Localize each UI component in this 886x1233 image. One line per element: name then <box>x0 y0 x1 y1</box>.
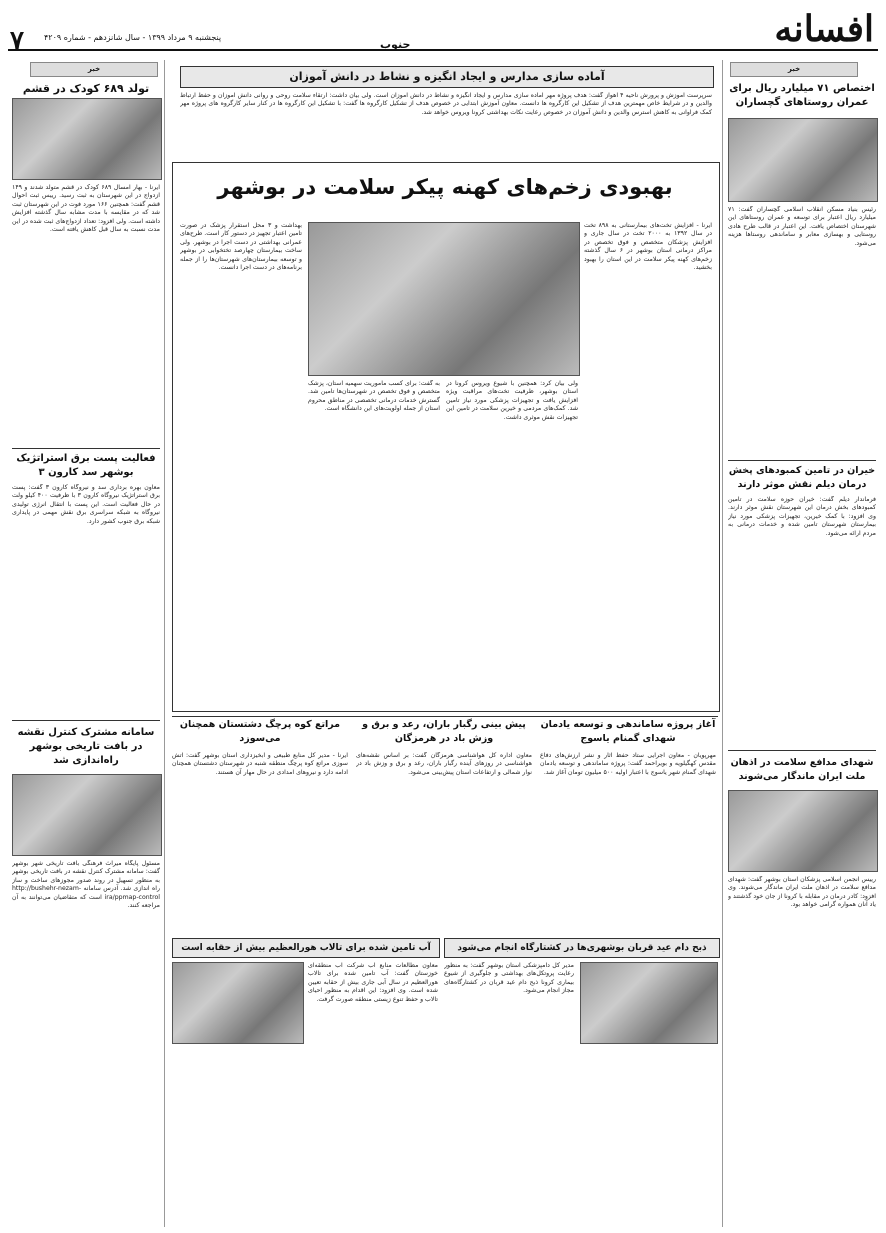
divider <box>12 448 160 449</box>
page-number: ۷ <box>10 26 24 56</box>
story-body: رییس انجمن اسلامی پزشکان استان بوشهر گفت: شهدای مدافع سلامت در اذهان ملت ایران ماندگار می‌شوند. وی افزود: کادر درمان در مقابله با کرونا از جان خود گذشتند و یاد آنان همواره گرامی خواهد بود. <box>728 876 876 909</box>
story-title: خیران در تامین کمبودهای پخش درمان دیلم نقش موثر دارند <box>728 465 876 490</box>
story-column: بهداشت و ۳ محل استقرار پزشک در صورت تامین اعتبار تجهیز در دستور کار است. طرح‌های عمرانی بهداشتی در دست اجرا در بوشهر. ولی ساخت بیمارستان چهارصد تختخوابی در بوشهر و توسعه بیمارستان‌های شهرستان‌ها را از جمله برنامه‌های در دست اجرا دانست. <box>180 222 302 272</box>
story-title: آب تامین شده برای تالاب هورالعظیم بیش از حقابه است <box>172 938 440 958</box>
story-column: به گفت: برای کسب ماموریت سهمیه استان، پزشک متخصص و فوق تخصص در شهرستان‌ها تامین شد. گسترش خدمات درمانی تخصصی در مناطق محروم استان از جمله اولویت‌های این دانشگاه است. <box>308 380 440 413</box>
story-title: آماده سازی مدارس و ایجاد انگیزه و نشاط در دانش آموزان <box>180 66 714 88</box>
story-body: سرپرست آموزش و پرورش ناحیه ۴ اهواز گفت: هدف پروژه مهر آماده سازی مدارس و ایجاد انگیزه و نشاط در دانش آموزان است. ولی بیان داشت: ارتقاء سلامت روحی و روانی دانش آموزان و حفظ ارتباط والدین و در شرایط خاص مهمترین هدف از تشکیل این کارگروه ها دانست. معاون آموزش ابتدایی در خصوص هدف از تشکیل کارگروه ها گفت: با تشکیل این کارگروه ها در کنار سایر کارگروه های پروژه مهر کمک فراوانی به کاهش استرس والدین و دانش آموزان در خصوص رعایت نکات بهداشتی کرونا ویروس خواهد شد. <box>180 92 712 116</box>
column-divider <box>164 60 165 1227</box>
story-body: فرماندار دیلم گفت: خیران حوزه سلامت در تامین کمبودهای بخش درمان این شهرستان نقش موثر دارند. وی افزود: با کمک خیرین، تجهیزات پزشکی مورد نیاز بیمارستان شهرستان تامین شده و خدمات درمانی به مردم ارائه می‌شود. <box>728 496 876 537</box>
wetland-photo <box>172 962 304 1044</box>
main-story-title: بهبودی زخم‌های کهنه پیکر سلامت در بوشهر <box>217 175 673 199</box>
story-title: ذبح دام عید قربان بوشهری‌ها در کشتارگاه انجام می‌شود <box>444 938 720 958</box>
historic-building-photo <box>12 774 162 856</box>
story-body: معاون اداره کل هواشناسی هرمزگان گفت: بر اساس نقشه‌های هواشناسی در روزهای آینده رگبار باران، رعد و برق و وزش باد در نوار شمالی و ارتفاعات استان پیش‌بینی می‌شود. <box>356 752 532 776</box>
story-body: مهرپویان - معاون اجرایی ستاد حفظ آثار و نشر ارزش‌های دفاع مقدس کهگیلویه و بویراحمد گفت: پروژه ساماندهی و توسعه یادمان شهدای گمنام شهر یاسوج با اعتبار اولیه ۵۰۰ میلیون تومان آغاز شد. <box>540 752 716 776</box>
newspaper-logo: افسانه <box>774 8 874 50</box>
story-title: فعالیت پست برق استراتژیک بوشهر سد کارون ۳ <box>16 453 156 478</box>
divider <box>728 750 876 751</box>
story-title: اختصاص ۷۱ میلیارد ریال برای عمران روستاهای گچساران <box>729 83 875 108</box>
divider <box>172 716 718 717</box>
story-column: ولی بیان کرد: همچنین با شیوع ویروس کرونا در استان بوشهر، ظرفیت تخت‌های مراقبت ویژه افزایش یافت و تجهیزات پزشکی مورد نیاز تامین شد. کمک‌های مردمی و خیرین سلامت در تامین این تجهیزات نقش موثری داشت. <box>446 380 578 421</box>
divider <box>12 720 160 721</box>
section-title: جنوب <box>380 38 411 51</box>
story-title: شهدای مدافع سلامت در اذهان ملت ایران ماندگار می‌شوند <box>730 757 874 782</box>
story-title: مراتع کوه پرچگ دشتستان همچنان می‌سوزد <box>179 719 341 744</box>
news-tag: خبر <box>730 62 858 77</box>
divider <box>728 460 876 461</box>
story-body: مدیر کل دامپزشکی استان بوشهر گفت: به منظور رعایت پروتکل‌های بهداشتی و جلوگیری از شیوع بیماری کرونا ذبح دام عید قربان در کشتارگاه‌های مجاز انجام می‌شود. <box>444 962 574 995</box>
memorial-photo <box>728 790 878 872</box>
date-line: پنجشنبه ۹ مرداد ۱۳۹۹ - سال شانزدهم - شماره ۴۲۰۹ <box>44 33 222 42</box>
livestock-photo <box>580 962 718 1044</box>
story-title: تولد ۶۸۹ کودک در قشم <box>22 82 150 95</box>
masthead <box>0 0 886 56</box>
masthead-rule <box>8 49 878 51</box>
story-title: آغاز پروژه ساماندهی و توسعه یادمان شهدای گمنام یاسوج <box>540 719 716 744</box>
story-body: معاون بهره برداری سد و نیروگاه کارون ۳ گفت: پست برق استراتژیک نیروگاه کارون ۳ با ظرفیت ۴۰۰ کیلو ولت در حال فعالیت است. این پست با انتقال انرژی تولیدی نیروگاه به شبکه سراسری برق نقش مهمی در پایداری شبکه برق جنوب کشور دارد. <box>12 484 160 525</box>
baby-hand-photo <box>12 98 162 180</box>
column-divider <box>722 60 723 1227</box>
story-body: ایرنا - مدیر کل منابع طبیعی و آبخیزداری استان بوشهر گفت: آتش سوزی مراتع کوه پرچگ منطقه شنبه در شهرستان دشتستان همچنان ادامه دارد و نیروهای امدادی در حال مهار آن هستند. <box>172 752 348 776</box>
story-title: سامانه مشترک کنترل نقشه در بافت تاریخی بوشهر راه‌اندازی شد <box>17 727 155 766</box>
story-body: ایرنا - بهار امسال ۶۸۹ کودک در قشم متولد شدند و ۱۴۹ ازدواج در این شهرستان به ثبت رسید. رییس ثبت احوال قشم گفت: همچنین ۱۶۶ مورد فوت در این شهرستان ثبت شد که در مقایسه با مدت مشابه سال گذشته افزایش داشته است. ولی افزود: تعداد ازدواج‌های ثبت شده در این مدت نسبت به سال قبل کاهش یافته است. <box>12 184 160 234</box>
story-body: مسئول پایگاه میراث فرهنگی بافت تاریخی شهر بوشهر گفت: سامانه مشترک کنترل نقشه در بافت تاریخی بوشهر به منظور تسهیل در روند صدور مجوزهای ساخت و ساز راه اندازی شد. آدرس سامانه http://bushehr-nezam-ira/ppmap-control است که متقاضیان می‌توانند به آن مراجعه کنند. <box>12 860 160 910</box>
village-photo <box>728 118 878 202</box>
news-tag: خبر <box>30 62 158 77</box>
story-body: رئیس بنیاد مسکن انقلاب اسلامی گچساران گفت: ۷۱ میلیارد ریال اعتبار برای توسعه و عمران روستاهای این شهرستان اختصاص یافت. این اعتبار در قالب طرح هادی روستایی و بهسازی معابر و ساماندهی روستاها هزینه می‌شود. <box>728 206 876 247</box>
story-body: معاون مطالعات منابع آب شرکت آب منطقه‌ای خوزستان گفت: آب تامین شده برای تالاب هورالعظیم در سال آبی جاری بیش از حقابه تعیین شده است. وی افزود: این اقدام به منظور احیای تالاب و حفظ تنوع زیستی منطقه صورت گرفت. <box>308 962 438 1003</box>
story-title: پیش بینی رگبار باران، رعد و برق و وزش باد در هرمزگان <box>362 719 526 744</box>
story-lead: ایرنا - افزایش تخت‌های بیمارستانی به ۸۹۸ تخت در سال ۱۳۹۲ به ۲۰۰۰ تخت در سال جاری و افزایش پزشکان متخصص و فوق تخصص در مراکز درمانی استان بوشهر در ۶ سال گذشته زخم‌های کهنه پیکر سلامت در این استان را بهبود بخشید. <box>584 222 712 272</box>
hospital-photo <box>308 222 580 376</box>
